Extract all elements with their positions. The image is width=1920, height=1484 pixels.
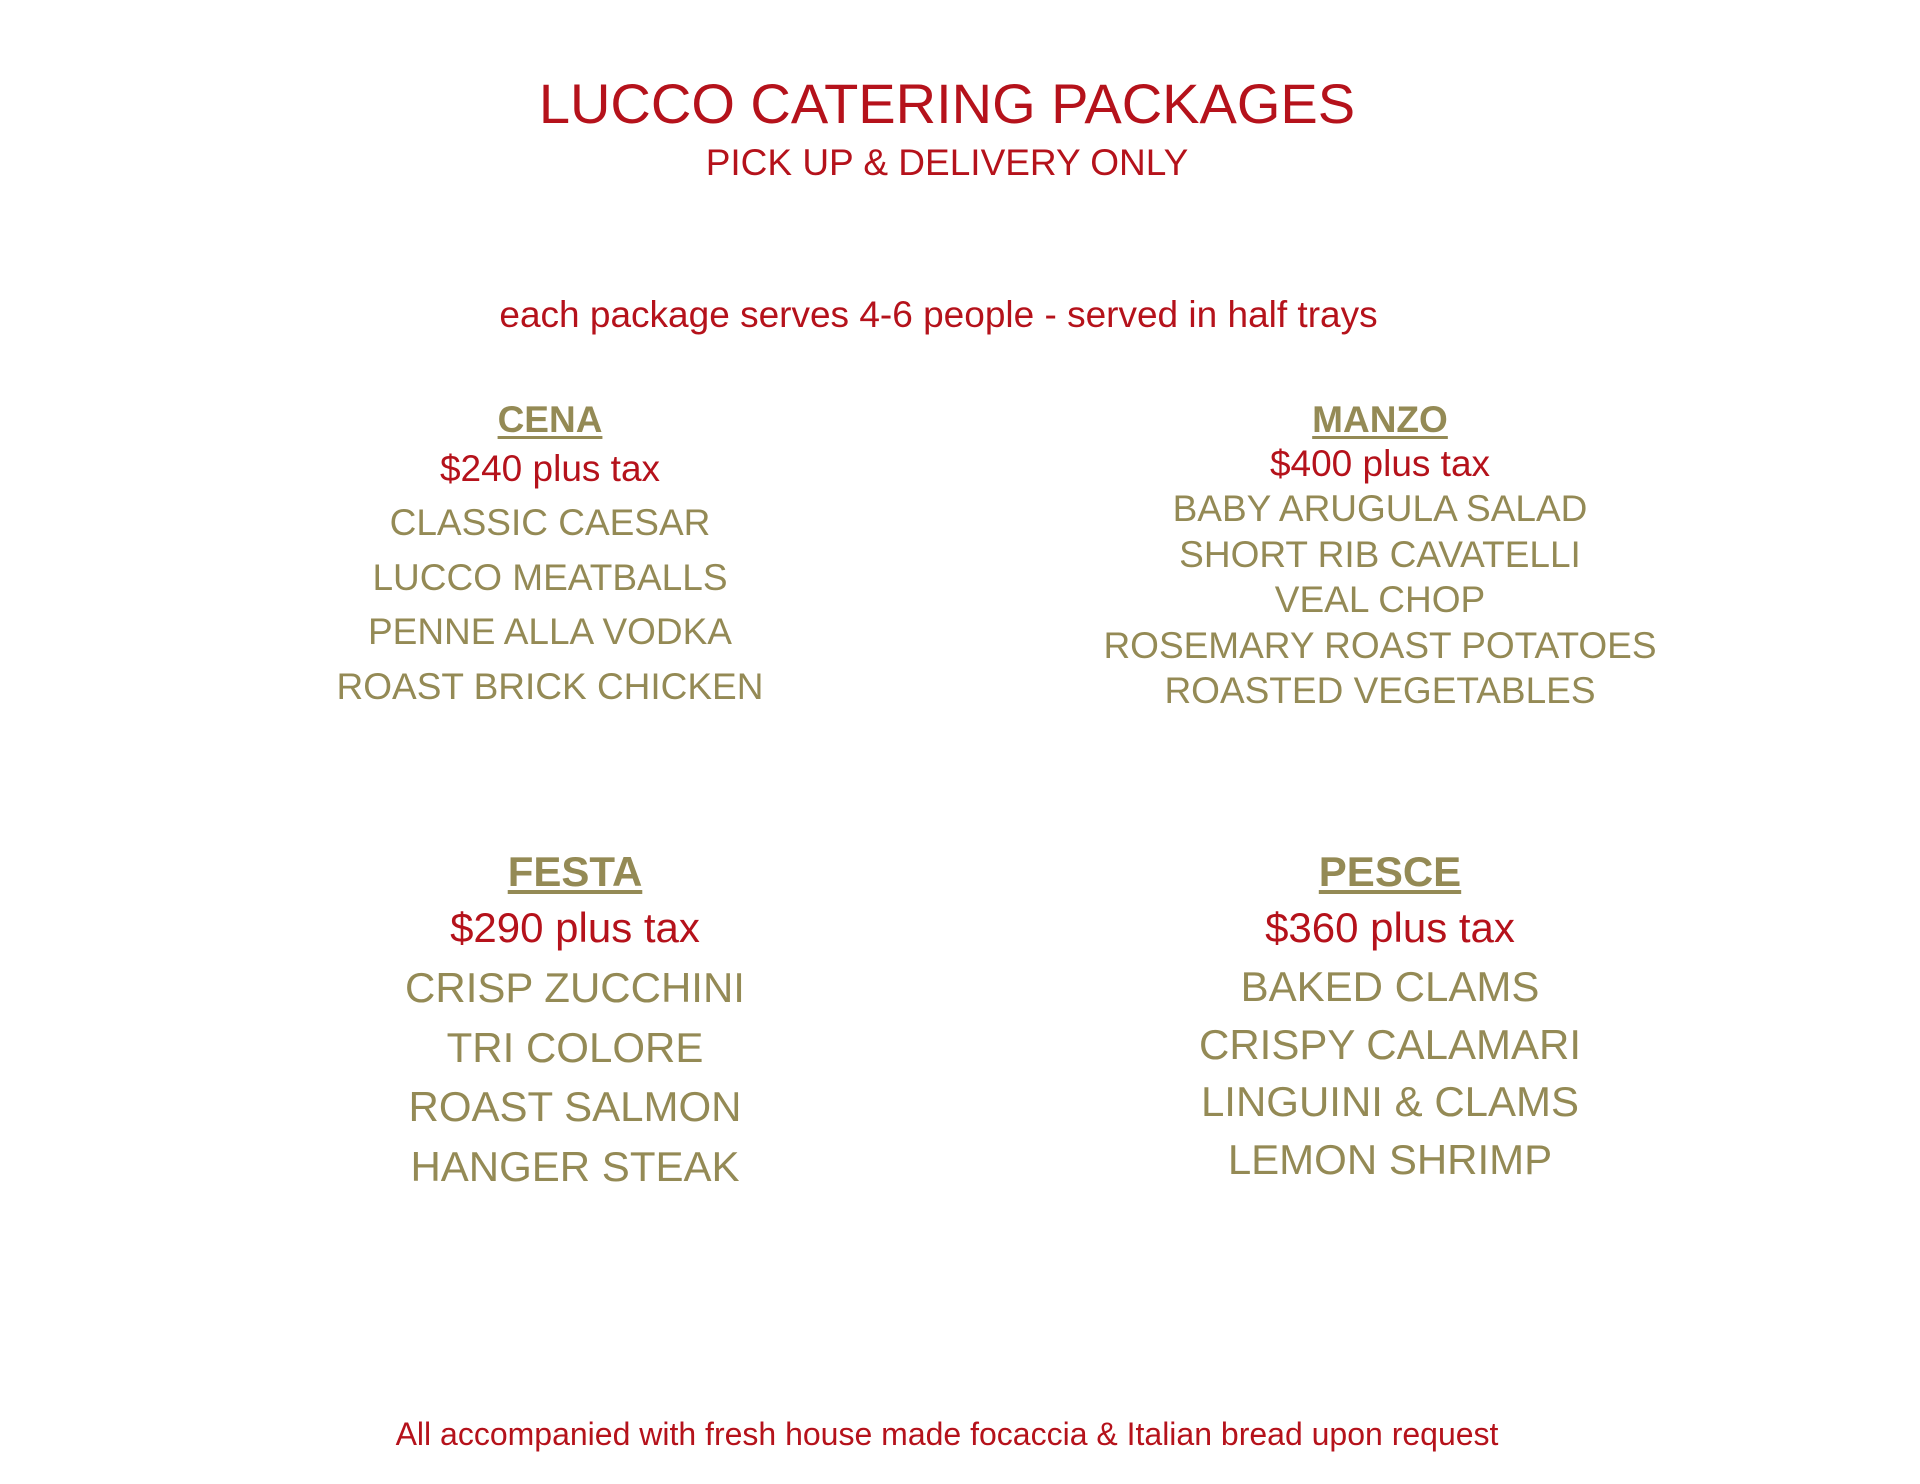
package-festa bbox=[245, 846, 905, 1196]
page-subtitle: PICK UP & DELIVERY ONLY bbox=[705, 142, 1189, 183]
menu-item: ROSEMARY ROAST POTATOES bbox=[1103, 624, 1657, 666]
package-cena bbox=[220, 398, 880, 714]
footer-note: All accompanied with fresh house made focaccia & Italian bread upon request bbox=[395, 1416, 1499, 1452]
menu-item: CRISPY CALAMARI bbox=[1199, 1020, 1581, 1068]
menu-item: ROASTED VEGETABLES bbox=[1164, 670, 1596, 711]
page-title: LUCCO CATERING PACKAGES bbox=[538, 72, 1356, 135]
menu-item: BABY ARUGULA SALAD bbox=[1172, 488, 1588, 529]
menu-item: TRI COLORE bbox=[446, 1023, 704, 1071]
package-manzo bbox=[1050, 398, 1710, 714]
package-name: FESTA bbox=[507, 848, 643, 895]
menu-item: VEAL CHOP bbox=[1274, 579, 1486, 620]
menu-item: LINGUINI & CLAMS bbox=[1200, 1078, 1580, 1125]
package-name: PESCE bbox=[1318, 848, 1462, 895]
package-price: $290 plus tax bbox=[450, 904, 700, 951]
menu-item: ROAST BRICK CHICKEN bbox=[336, 665, 764, 707]
package-name: MANZO bbox=[1312, 399, 1448, 440]
package-price: $240 plus tax bbox=[439, 448, 661, 489]
package-price: $400 plus tax bbox=[1269, 443, 1491, 484]
package-pesce bbox=[1060, 846, 1720, 1188]
menu-item: CLASSIC CAESAR bbox=[389, 502, 711, 543]
menu-item: CRISP ZUCCHINI bbox=[405, 964, 745, 1011]
serves-note: each package serves 4-6 people - served in half trays bbox=[499, 294, 1378, 335]
menu-item: BAKED CLAMS bbox=[1240, 963, 1540, 1010]
menu-item: HANGER STEAK bbox=[410, 1142, 740, 1190]
menu-item: LEMON SHRIMP bbox=[1227, 1135, 1553, 1183]
package-name: CENA bbox=[497, 399, 603, 440]
package-price: $360 plus tax bbox=[1265, 904, 1515, 951]
menu-item: LUCCO MEATBALLS bbox=[372, 556, 728, 598]
menu-item: SHORT RIB CAVATELLI bbox=[1179, 533, 1581, 575]
menu-item: ROAST SALMON bbox=[408, 1083, 742, 1130]
menu-item: PENNE ALLA VODKA bbox=[367, 611, 732, 652]
